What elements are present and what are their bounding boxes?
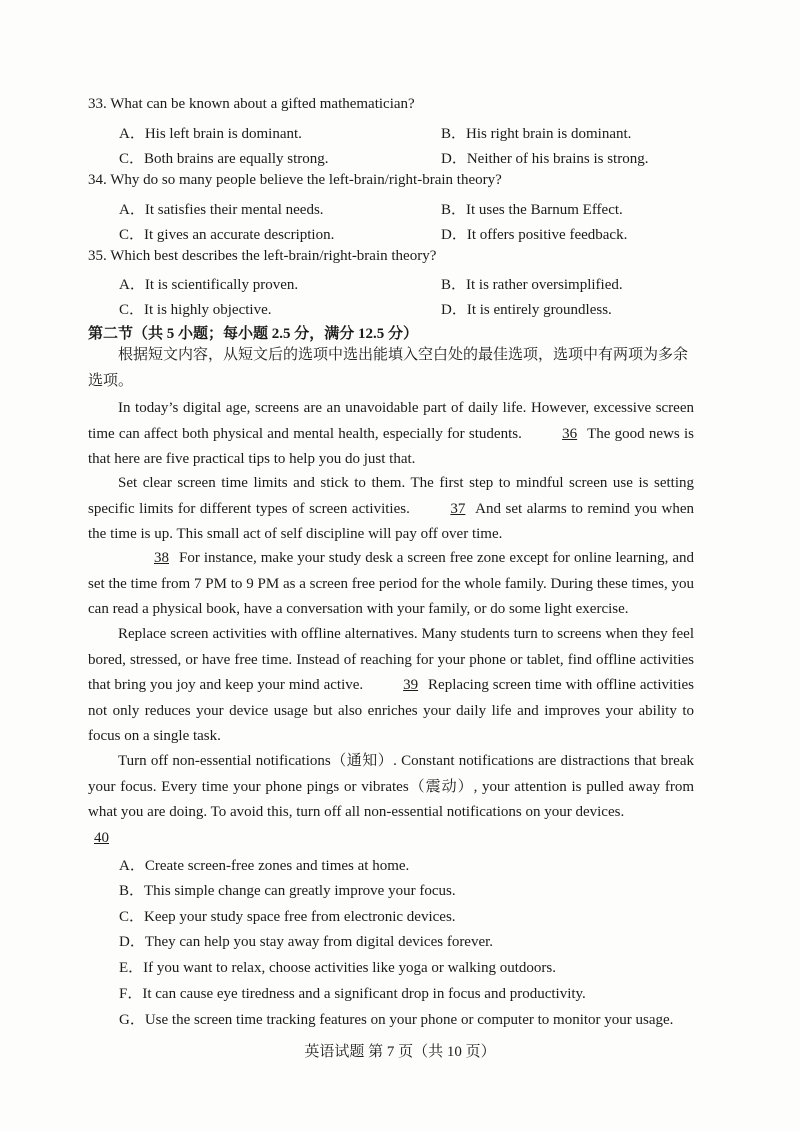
choice-g: G．Use the screen time tracking features on your phone or computer to monitor your usage.	[119, 1012, 674, 1028]
blank-37: 37	[450, 500, 466, 517]
option-33-c: C．Both brains are equally strong.	[119, 151, 329, 167]
option-35-a: A．It is scientifically proven.	[119, 277, 299, 293]
option-33-b: B．His right brain is dominant.	[441, 126, 632, 142]
option-34-a: A．It satisfies their mental needs.	[119, 202, 324, 218]
question-number: 35.	[88, 248, 107, 264]
choice-e: E．If you want to relax, choose activities like yoga or walking outdoors.	[119, 960, 556, 976]
question-text: What can be known about a gifted mathematician?	[110, 96, 415, 112]
blank-36: 36	[562, 425, 578, 442]
question-text: Which best describes the left-brain/right-brain theory?	[110, 248, 437, 264]
blank-40: 40	[94, 830, 109, 846]
option-34-c: C．It gives an accurate description.	[119, 227, 335, 243]
section-instruction: 根据短文内容，从短文后的选项中选出能填入空白处的最佳选项，选项中有两项为多余选项。	[88, 347, 689, 389]
option-35-c: C．It is highly objective.	[119, 302, 272, 318]
question-number: 34.	[88, 172, 107, 188]
choice-f: F．It can cause eye tiredness and a significant drop in focus and productivity.	[119, 986, 586, 1002]
question-number: 33.	[88, 96, 107, 112]
question-33	[88, 96, 415, 113]
option-33-d: D．Neither of his brains is strong.	[441, 151, 649, 167]
choice-b: B．This simple change can greatly improve your focus.	[119, 883, 456, 899]
choice-a: A．Create screen-free zones and times at home.	[119, 858, 410, 874]
page-footer: 英语试题 第 7 页（共 10 页）	[304, 1044, 496, 1060]
passage-paragraph-6	[88, 826, 694, 852]
question-35	[88, 248, 436, 265]
choice-c: C．Keep your study space free from electronic devices.	[119, 909, 456, 925]
option-35-b: B．It is rather oversimplified.	[441, 277, 623, 293]
option-35-d: D．It is entirely groundless.	[441, 302, 612, 318]
passage-paragraph-4: Replace screen activities with offline alternatives. Many students turn to screens when they feel bored, stressed, or have free time. Instead of reaching for your phone or tablet, find offline activities that bring you joy and keep your mind active. 39 Replacing screen time with offline activities not only reduces your device usage but also enriches your daily life and improves your ability to focus on a single task.	[88, 626, 695, 745]
question-34	[88, 172, 502, 189]
question-text: Why do so many people believe the left-brain/right-brain theory?	[110, 172, 502, 188]
passage-paragraph-3: 38 For instance, make your study desk a screen free zone except for online learning, and set the time from 7 PM to 9 PM as a screen free period for the whole family. During these times, you can read a physical book, have a conversation with your family, or do some light exercise.	[88, 546, 694, 623]
passage-paragraph-5: Turn off non-essential notifications（通知）. Constant notifications are distractions that break your focus. Every time your phone pings or vibrates（震动）, your attention is pulled away from what you are doing. To avoid this, turn off all non-essential notifications on your devices.	[88, 753, 694, 821]
section-title: 第二节（共 5 小题；每小题 2.5 分，满分 12.5 分）	[88, 326, 419, 342]
choice-d: D．They can help you stay away from digital devices forever.	[119, 934, 494, 950]
passage-paragraph-1: In today’s digital age, screens are an unavoidable part of daily life. However, excessive screen time can affect both physical and mental health, especially for students. 36 The good news is that here are five practical tips to help you do just that.	[88, 400, 695, 468]
blank-38: 38	[154, 550, 169, 566]
option-34-b: B．It uses the Barnum Effect.	[441, 202, 623, 218]
passage-paragraph-2: Set clear screen time limits and stick to them. The first step to mindful screen use is setting specific limits for different types of screen activities. 37 And set alarms to remind you when the time is up. This small act of self discipline will pay off over time.	[88, 475, 694, 543]
blank-39: 39	[403, 677, 419, 694]
option-33-a: A．His left brain is dominant.	[119, 126, 302, 142]
option-34-d: D．It offers positive feedback.	[441, 227, 628, 243]
